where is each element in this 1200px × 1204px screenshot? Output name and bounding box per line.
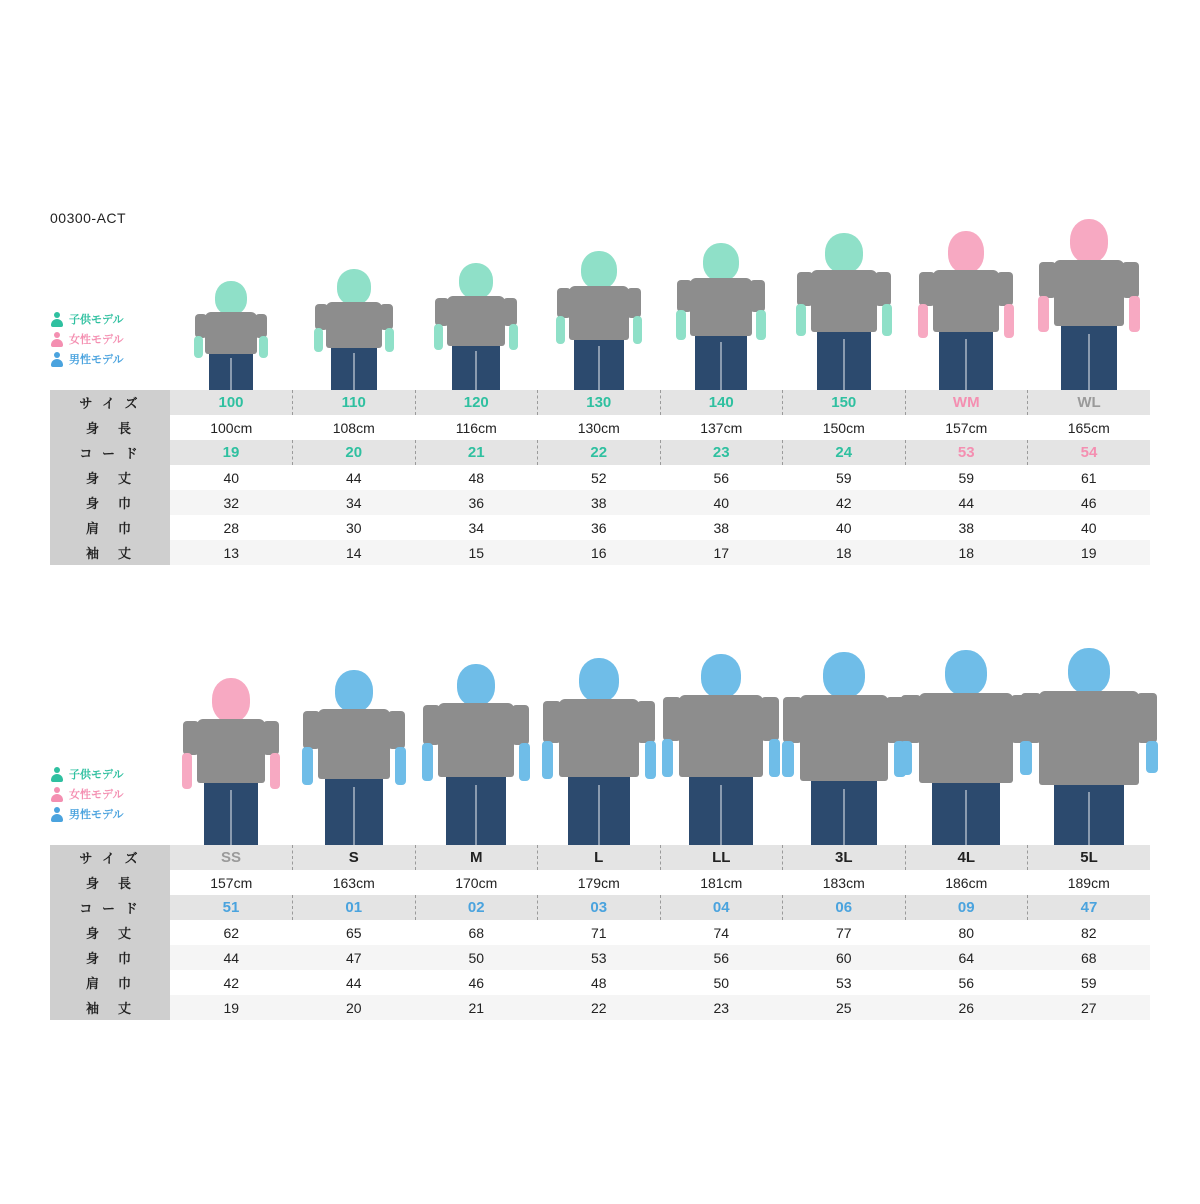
- cell-size: 3L: [783, 845, 906, 870]
- legend-label-woman: 女性モデル: [69, 334, 124, 346]
- cell-size: 110: [293, 390, 416, 415]
- legend-label-man: 男性モデル: [69, 809, 124, 821]
- cell-sleeve-length: 17: [660, 540, 783, 566]
- person-icon: [50, 786, 64, 802]
- cell-size: S: [293, 845, 416, 870]
- cell-height: 170cm: [415, 870, 538, 895]
- model-figure-150: [783, 230, 906, 390]
- model-figure-ll: [660, 660, 783, 845]
- cell-size: 100: [170, 390, 293, 415]
- row-label-body-width: 身 巾: [50, 945, 170, 970]
- legend-item-woman: [50, 330, 170, 348]
- cell-height: 186cm: [905, 870, 1028, 895]
- row-label-code: コ ー ド: [50, 440, 170, 465]
- table-row-sleeve-length: [50, 540, 1150, 566]
- row-label-body-length: 身 丈: [50, 920, 170, 945]
- cell-body-length: 82: [1028, 920, 1151, 945]
- legend-item-man: [50, 350, 170, 368]
- cell-height: 157cm: [170, 870, 293, 895]
- legend-label-kid: 子供モデル: [69, 769, 124, 781]
- cell-code: 02: [415, 895, 538, 920]
- row-label-body-width: 身 巾: [50, 490, 170, 515]
- table-row-body-length: [50, 465, 1150, 490]
- product-code: 00300-ACT: [50, 210, 127, 226]
- cell-body-width: 38: [538, 490, 661, 515]
- cell-shoulder-width: 56: [905, 970, 1028, 995]
- model-figure-3l: [783, 660, 906, 845]
- size-table-kids: [50, 390, 1150, 566]
- cell-body-width: 56: [660, 945, 783, 970]
- table-row-body-width: [50, 490, 1150, 515]
- cell-sleeve-length: 18: [905, 540, 1028, 566]
- cell-sleeve-length: 15: [415, 540, 538, 566]
- cell-sleeve-length: 16: [538, 540, 661, 566]
- table-row-size: [50, 390, 1150, 415]
- cell-shoulder-width: 48: [538, 970, 661, 995]
- cell-sleeve-length: 26: [905, 995, 1028, 1021]
- cell-size: 140: [660, 390, 783, 415]
- person-icon: [50, 311, 64, 327]
- cell-body-width: 40: [660, 490, 783, 515]
- cell-height: 189cm: [1028, 870, 1151, 895]
- row-label-size: サ イ ズ: [50, 845, 170, 870]
- cell-height: 116cm: [415, 415, 538, 440]
- row-label-shoulder-width: 肩 巾: [50, 970, 170, 995]
- cell-body-width: 53: [538, 945, 661, 970]
- model-figure-130: [538, 230, 661, 390]
- cell-body-length: 80: [905, 920, 1028, 945]
- cell-size: 130: [538, 390, 661, 415]
- cell-body-length: 59: [783, 465, 906, 490]
- cell-code: 54: [1028, 440, 1151, 465]
- cell-body-width: 60: [783, 945, 906, 970]
- cell-body-length: 40: [170, 465, 293, 490]
- cell-body-length: 71: [538, 920, 661, 945]
- model-figure-100: [170, 230, 293, 390]
- cell-height: 100cm: [170, 415, 293, 440]
- cell-code: 47: [1028, 895, 1151, 920]
- cell-body-width: 34: [293, 490, 416, 515]
- person-icon: [50, 331, 64, 347]
- model-figure-5l: [1028, 660, 1151, 845]
- cell-sleeve-length: 22: [538, 995, 661, 1021]
- cell-body-width: 50: [415, 945, 538, 970]
- cell-height: 181cm: [660, 870, 783, 895]
- cell-shoulder-width: 53: [783, 970, 906, 995]
- row-label-sleeve-length: 袖 丈: [50, 995, 170, 1021]
- cell-shoulder-width: 42: [170, 970, 293, 995]
- cell-body-width: 44: [905, 490, 1028, 515]
- cell-sleeve-length: 19: [170, 995, 293, 1021]
- legend-item-man: [50, 805, 170, 823]
- cell-size: 150: [783, 390, 906, 415]
- cell-body-width: 32: [170, 490, 293, 515]
- cell-body-width: 46: [1028, 490, 1151, 515]
- cell-sleeve-length: 25: [783, 995, 906, 1021]
- cell-body-width: 68: [1028, 945, 1151, 970]
- cell-code: 24: [783, 440, 906, 465]
- cell-body-width: 64: [905, 945, 1028, 970]
- cell-shoulder-width: 59: [1028, 970, 1151, 995]
- cell-body-width: 47: [293, 945, 416, 970]
- model-figure-4l: [905, 660, 1028, 845]
- cell-shoulder-width: 34: [415, 515, 538, 540]
- cell-code: 19: [170, 440, 293, 465]
- cell-shoulder-width: 28: [170, 515, 293, 540]
- legend-item-kid: [50, 310, 170, 328]
- cell-body-length: 74: [660, 920, 783, 945]
- cell-body-width: 44: [170, 945, 293, 970]
- cell-shoulder-width: 46: [415, 970, 538, 995]
- cell-shoulder-width: 50: [660, 970, 783, 995]
- model-figure-wl: [1028, 230, 1151, 390]
- cell-shoulder-width: 40: [1028, 515, 1151, 540]
- row-label-height: 身 長: [50, 415, 170, 440]
- table-row-size: [50, 845, 1150, 870]
- model-figure-l: [538, 660, 661, 845]
- cell-height: 183cm: [783, 870, 906, 895]
- model-figure-wm: [905, 230, 1028, 390]
- cell-sleeve-length: 27: [1028, 995, 1151, 1021]
- cell-shoulder-width: 36: [538, 515, 661, 540]
- cell-body-length: 44: [293, 465, 416, 490]
- model-figure-140: [660, 230, 783, 390]
- legend-item-kid: [50, 765, 170, 783]
- cell-shoulder-width: 38: [905, 515, 1028, 540]
- cell-body-width: 42: [783, 490, 906, 515]
- model-figure-110: [293, 230, 416, 390]
- cell-height: 179cm: [538, 870, 661, 895]
- cell-size: LL: [660, 845, 783, 870]
- legend-label-man: 男性モデル: [69, 354, 124, 366]
- cell-sleeve-length: 23: [660, 995, 783, 1021]
- cell-height: 130cm: [538, 415, 661, 440]
- table-row-height: [50, 870, 1150, 895]
- cell-body-length: 77: [783, 920, 906, 945]
- row-label-shoulder-width: 肩 巾: [50, 515, 170, 540]
- cell-sleeve-length: 20: [293, 995, 416, 1021]
- cell-size: 120: [415, 390, 538, 415]
- cell-code: 03: [538, 895, 661, 920]
- cell-size: SS: [170, 845, 293, 870]
- person-icon: [50, 351, 64, 367]
- cell-sleeve-length: 21: [415, 995, 538, 1021]
- row-label-sleeve-length: 袖 丈: [50, 540, 170, 566]
- table-row-body-length: [50, 920, 1150, 945]
- model-figure-m: [415, 660, 538, 845]
- cell-shoulder-width: 44: [293, 970, 416, 995]
- cell-height: 150cm: [783, 415, 906, 440]
- row-label-code: コ ー ド: [50, 895, 170, 920]
- table-row-shoulder-width: [50, 970, 1150, 995]
- cell-code: 51: [170, 895, 293, 920]
- cell-body-length: 48: [415, 465, 538, 490]
- cell-height: 165cm: [1028, 415, 1151, 440]
- cell-code: 23: [660, 440, 783, 465]
- model-figures-kids: [170, 230, 1150, 390]
- model-figures-adults: [170, 660, 1150, 845]
- legend-label-kid: 子供モデル: [69, 314, 124, 326]
- row-label-body-length: 身 丈: [50, 465, 170, 490]
- person-icon: [50, 766, 64, 782]
- cell-height: 163cm: [293, 870, 416, 895]
- table-row-sleeve-length: [50, 995, 1150, 1021]
- cell-code: 21: [415, 440, 538, 465]
- cell-body-length: 56: [660, 465, 783, 490]
- model-figure-s: [293, 660, 416, 845]
- cell-sleeve-length: 19: [1028, 540, 1151, 566]
- table-row-shoulder-width: [50, 515, 1150, 540]
- legend-label-woman: 女性モデル: [69, 789, 124, 801]
- cell-body-width: 36: [415, 490, 538, 515]
- cell-shoulder-width: 40: [783, 515, 906, 540]
- cell-code: 06: [783, 895, 906, 920]
- cell-size: L: [538, 845, 661, 870]
- model-figure-ss: [170, 660, 293, 845]
- cell-body-length: 68: [415, 920, 538, 945]
- table-row-code: [50, 440, 1150, 465]
- cell-size: 5L: [1028, 845, 1151, 870]
- size-table-adults: [50, 845, 1150, 1021]
- legend-bottom: [50, 765, 170, 825]
- cell-height: 157cm: [905, 415, 1028, 440]
- cell-code: 09: [905, 895, 1028, 920]
- cell-sleeve-length: 13: [170, 540, 293, 566]
- cell-size: WM: [905, 390, 1028, 415]
- cell-code: 04: [660, 895, 783, 920]
- cell-code: 22: [538, 440, 661, 465]
- legend-item-woman: [50, 785, 170, 803]
- cell-size: WL: [1028, 390, 1151, 415]
- table-row-code: [50, 895, 1150, 920]
- cell-size: M: [415, 845, 538, 870]
- cell-code: 53: [905, 440, 1028, 465]
- cell-body-length: 62: [170, 920, 293, 945]
- row-label-height: 身 長: [50, 870, 170, 895]
- cell-shoulder-width: 38: [660, 515, 783, 540]
- cell-size: 4L: [905, 845, 1028, 870]
- cell-code: 20: [293, 440, 416, 465]
- cell-sleeve-length: 14: [293, 540, 416, 566]
- cell-shoulder-width: 30: [293, 515, 416, 540]
- cell-body-length: 61: [1028, 465, 1151, 490]
- cell-body-length: 52: [538, 465, 661, 490]
- model-figure-120: [415, 230, 538, 390]
- table-row-height: [50, 415, 1150, 440]
- table-row-body-width: [50, 945, 1150, 970]
- row-label-size: サ イ ズ: [50, 390, 170, 415]
- cell-height: 108cm: [293, 415, 416, 440]
- legend-top: [50, 310, 170, 370]
- cell-code: 01: [293, 895, 416, 920]
- cell-body-length: 65: [293, 920, 416, 945]
- cell-sleeve-length: 18: [783, 540, 906, 566]
- person-icon: [50, 806, 64, 822]
- cell-body-length: 59: [905, 465, 1028, 490]
- cell-height: 137cm: [660, 415, 783, 440]
